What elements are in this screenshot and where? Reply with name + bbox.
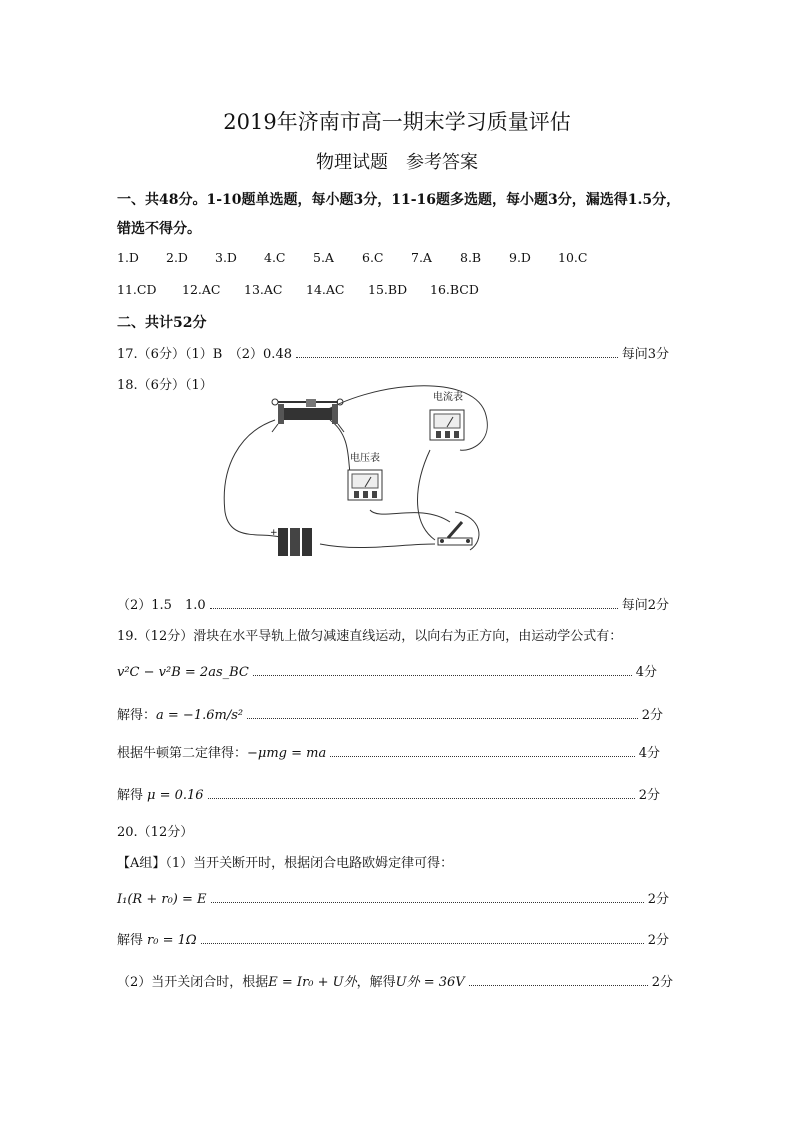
answers-row1 [117, 250, 607, 265]
q18-text: 18.（6分）（1） [117, 378, 213, 393]
answer-item: 2.D [166, 250, 188, 265]
dot-leader [211, 901, 644, 903]
q19-eq4-label: 解得 [117, 788, 144, 803]
q19-eq2-line [117, 704, 663, 723]
q19-eq1-line [117, 661, 657, 680]
q19-eq4: μ = 0.16 [147, 788, 204, 803]
q20-eq2: r₀ = 1Ω [147, 933, 197, 948]
q19-eq2-label: 解得： [117, 708, 157, 723]
answer-item: 8.B [460, 250, 482, 265]
ammeter-label: 电流表 [433, 392, 463, 403]
dot-leader [330, 755, 634, 757]
q20-part2-line [117, 971, 673, 990]
answer-item: 4.C [264, 250, 286, 265]
circuit-diagram [220, 372, 510, 572]
q18-part2-text: （2）1.5 1.0 [117, 598, 206, 613]
q19-eq3-label: 根据牛顿第二定律得： [117, 746, 248, 761]
rheostat [272, 399, 344, 432]
answer-item: 12.AC [182, 282, 221, 297]
q20-part2-score: 2分 [651, 975, 673, 990]
q17-text: 17.（6分）（1）B （2）0.48 [117, 347, 292, 362]
q20-part2-result: U外 = 36V [395, 975, 465, 990]
q19-eq3-score: 4分 [638, 746, 660, 761]
answer-item: 10.C [558, 250, 588, 265]
q19-eq2-score: 2分 [641, 708, 663, 723]
q18-score: 每问2分 [621, 598, 669, 613]
voltmeter [348, 451, 382, 500]
answer-item: 3.D [215, 250, 237, 265]
answer-item: 15.BD [368, 282, 408, 297]
answer-item: 9.D [509, 250, 531, 265]
q20-heading: 20.（12分） [117, 825, 194, 840]
dot-leader [469, 984, 648, 986]
answer-item: 16.BCD [430, 282, 479, 297]
dot-leader [253, 674, 632, 676]
q19-eq3: −μmg = ma [247, 746, 327, 761]
voltmeter-label: 电压表 [350, 453, 380, 464]
dot-leader [296, 356, 618, 358]
q17-score: 每问3分 [621, 347, 669, 362]
answer-item: 5.A [313, 250, 334, 265]
q20-groupA: 【A组】（1）当开关断开时，根据闭合电路欧姆定律可得： [117, 856, 454, 871]
switch [438, 522, 472, 545]
q18-part2-line [117, 594, 669, 613]
q20-eq2-line [117, 929, 669, 948]
q19-eq1-score: 4分 [635, 665, 657, 680]
answer-item: 7.A [411, 250, 432, 265]
dot-leader [208, 797, 635, 799]
q20-part2-eq: E = Ir₀ + U外 [268, 975, 357, 990]
q19-eq4-line [117, 784, 660, 803]
q19-eq3-line [117, 742, 660, 761]
q20-part2-mid: ，解得 [356, 975, 396, 990]
section2-heading: 二、共计52分 [117, 315, 207, 331]
q20-eq1: I₁(R + r₀) = E [117, 892, 207, 907]
answers-row2 [117, 282, 492, 297]
answer-item: 6.C [362, 250, 384, 265]
answer-item: 1.D [117, 250, 139, 265]
dot-leader [210, 607, 618, 609]
dot-leader [247, 717, 638, 719]
q19-eq1: v²C − v²B = 2as_BC [117, 665, 249, 680]
answer-item: 11.CD [117, 282, 157, 297]
q20-eq2-score: 2分 [647, 933, 669, 948]
answer-item: 14.AC [306, 282, 345, 297]
page-subtitle: 物理试题 参考答案 [316, 152, 478, 173]
answer-item: 13.AC [244, 282, 283, 297]
ammeter [430, 390, 464, 440]
page-title: 2019年济南市高一期末学习质量评估 [223, 110, 571, 134]
dot-leader [201, 942, 644, 944]
q19-eq4-score: 2分 [638, 788, 660, 803]
q20-eq1-score: 2分 [647, 892, 669, 907]
section1-line1: 一、共48分。1-10题单选题，每小题3分，11-16题多选题，每小题3分，漏选得1.5分， [117, 192, 681, 208]
q20-eq2-label: 解得 [117, 933, 144, 948]
battery [270, 528, 312, 556]
q17-line [117, 343, 669, 362]
q19-intro: 19.（12分）滑块在水平导轨上做匀减速直线运动，以向右为正方向，由运动学公式有： [117, 629, 623, 644]
q20-eq1-line [117, 888, 669, 907]
plus-sign-icon: + [270, 528, 278, 538]
q19-eq2: a = −1.6m/s² [156, 708, 244, 723]
section1-line2: 错选不得分。 [117, 221, 201, 237]
q20-part2-label: （2）当开关闭合时，根据 [117, 975, 269, 990]
